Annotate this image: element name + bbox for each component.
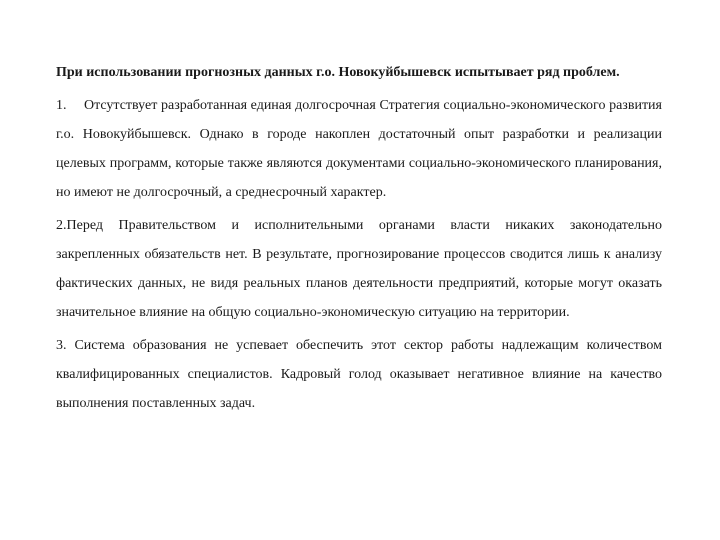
document-page [56,58,662,418]
list-item-3 [56,331,662,418]
list-item-2-text: Перед Правительством и исполнительными органами власти никаких законодательно закрепленных обязательств нет. В результате, прогнозирование процессов сводится лишь к анализу фактических данных, не видя реальных планов деятельности предприятий, которые могут оказать значительное влияние на общую социально-экономическую ситуацию на территории. [56,218,662,320]
list-item-1-text: Отсутствует разработанная единая долгосрочная Стратегия социально-экономического развития г.о. Новокуйбышевск. Однако в городе накоплен достаточный опыт разработки и реализации целевых программ, которые также являются документами социально-экономического планирования, но имеют не долгосрочный, а среднесрочный характер. [56,98,662,200]
list-item-2 [56,211,662,327]
list-item-2-number: 2. [56,218,67,233]
list-item-3-number: 3. [56,338,67,353]
list-item-3-text: Система образования не успевает обеспечить этот сектор работы надлежащим количеством квалифицированных специалистов. Кадровый голод оказывает негативное влияние на качество выполнения поставленных задач. [56,338,663,411]
intro-paragraph: При использовании прогнозных данных г.о. Новокуйбышевск испытывает ряд проблем. [56,65,620,80]
list-item-1 [56,91,662,207]
list-item-1-number: 1. [56,98,67,113]
